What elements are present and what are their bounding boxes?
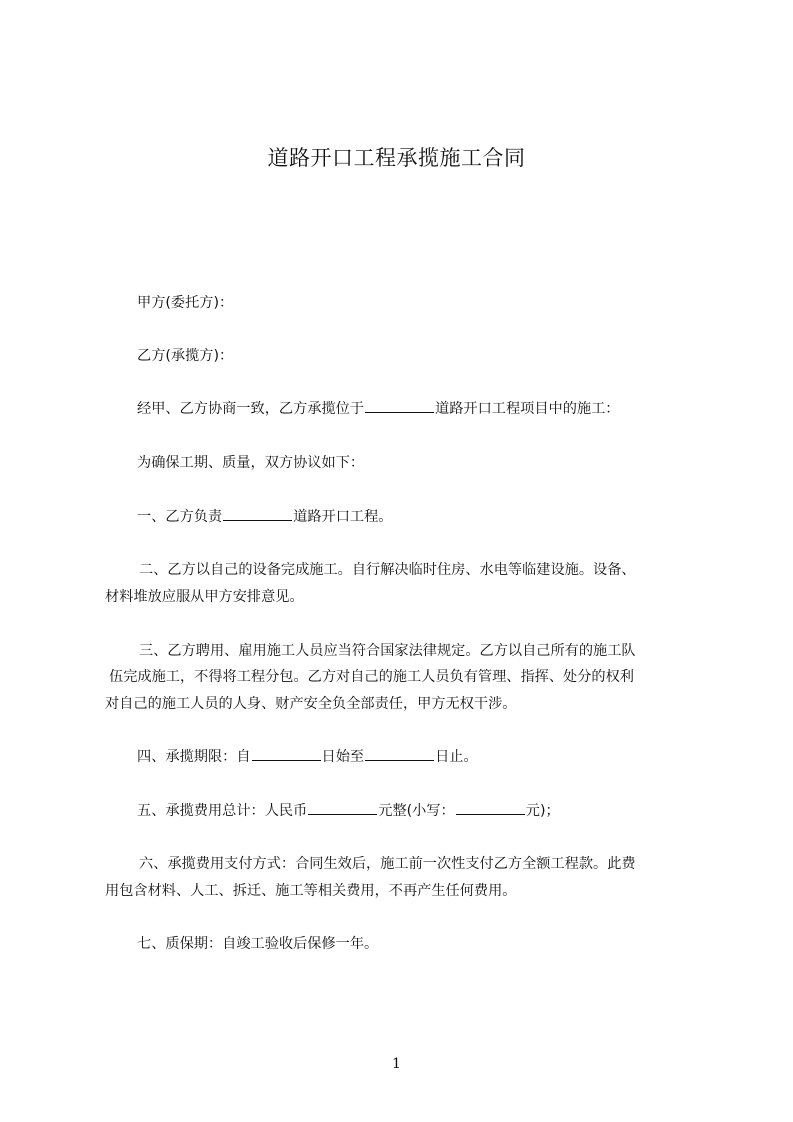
amount-words-blank <box>308 813 377 815</box>
party-a-line: 甲方(委托方)： <box>137 295 234 311</box>
clause-2-line-2: 材料堆放应服从甲方安排意见。 <box>105 589 304 605</box>
clause-5-text-middle: 元整(小写： <box>378 803 455 819</box>
page-number: 1 <box>392 1056 401 1072</box>
agreement-lead-line: 为确保工期、质量，双方协议如下： <box>137 455 365 471</box>
clause-3-line-2: 伍完成施工，不得将工程分包。乙方对自己的施工人员负有管理、指挥、处分的权利 <box>109 669 634 685</box>
start-date-blank <box>252 759 321 761</box>
clause-6-line-2: 用包含材料、人工、拆迁、施工等相关费用，不再产生任何费用。 <box>105 883 517 899</box>
amount-figures-blank <box>456 813 525 815</box>
clause-1 <box>137 506 392 526</box>
clause-4-text-before: 四、承揽期限：自 <box>137 749 251 765</box>
clause-5-text-after: 元)； <box>525 803 560 819</box>
intro-line <box>137 398 619 418</box>
party-b-line: 乙方(承揽方)： <box>137 348 234 364</box>
clause-4-text-middle: 日始至 <box>321 749 365 765</box>
clause-4-text-after: 日止。 <box>435 749 478 765</box>
clause-4 <box>137 746 478 766</box>
clause-7: 七、质保期：自竣工验收后保修一年。 <box>137 936 379 952</box>
road-name-blank <box>223 519 292 521</box>
document-title: 道路开口工程承揽施工合同 <box>267 146 526 170</box>
clause-2-line-1: 二、乙方以自己的设备完成施工。自行解决临时住房、水电等临建设施。设备、 <box>139 562 636 578</box>
clause-1-text-before: 一、乙方负责 <box>137 509 223 525</box>
clause-3-line-3: 对自己的施工人员的人身、财产安全负全部责任，甲方无权干涉。 <box>105 696 517 712</box>
end-date-blank <box>365 759 434 761</box>
intro-text-after: 道路开口工程项目中的施工： <box>435 401 620 417</box>
clause-5-text-before: 五、承揽费用总计：人民币 <box>137 803 308 819</box>
clause-5 <box>137 800 560 820</box>
clause-1-text-after: 道路开口工程。 <box>293 509 393 525</box>
location-blank <box>365 411 434 413</box>
clause-6-line-1: 六、承揽费用支付方式：合同生效后，施工前一次性支付乙方全额工程款。此费 <box>139 856 636 872</box>
intro-text-before: 经甲、乙方协商一致，乙方承揽位于 <box>137 401 365 417</box>
clause-3-line-1: 三、乙方聘用、雇用施工人员应当符合国家法律规定。乙方以自己所有的施工队 <box>139 643 636 659</box>
